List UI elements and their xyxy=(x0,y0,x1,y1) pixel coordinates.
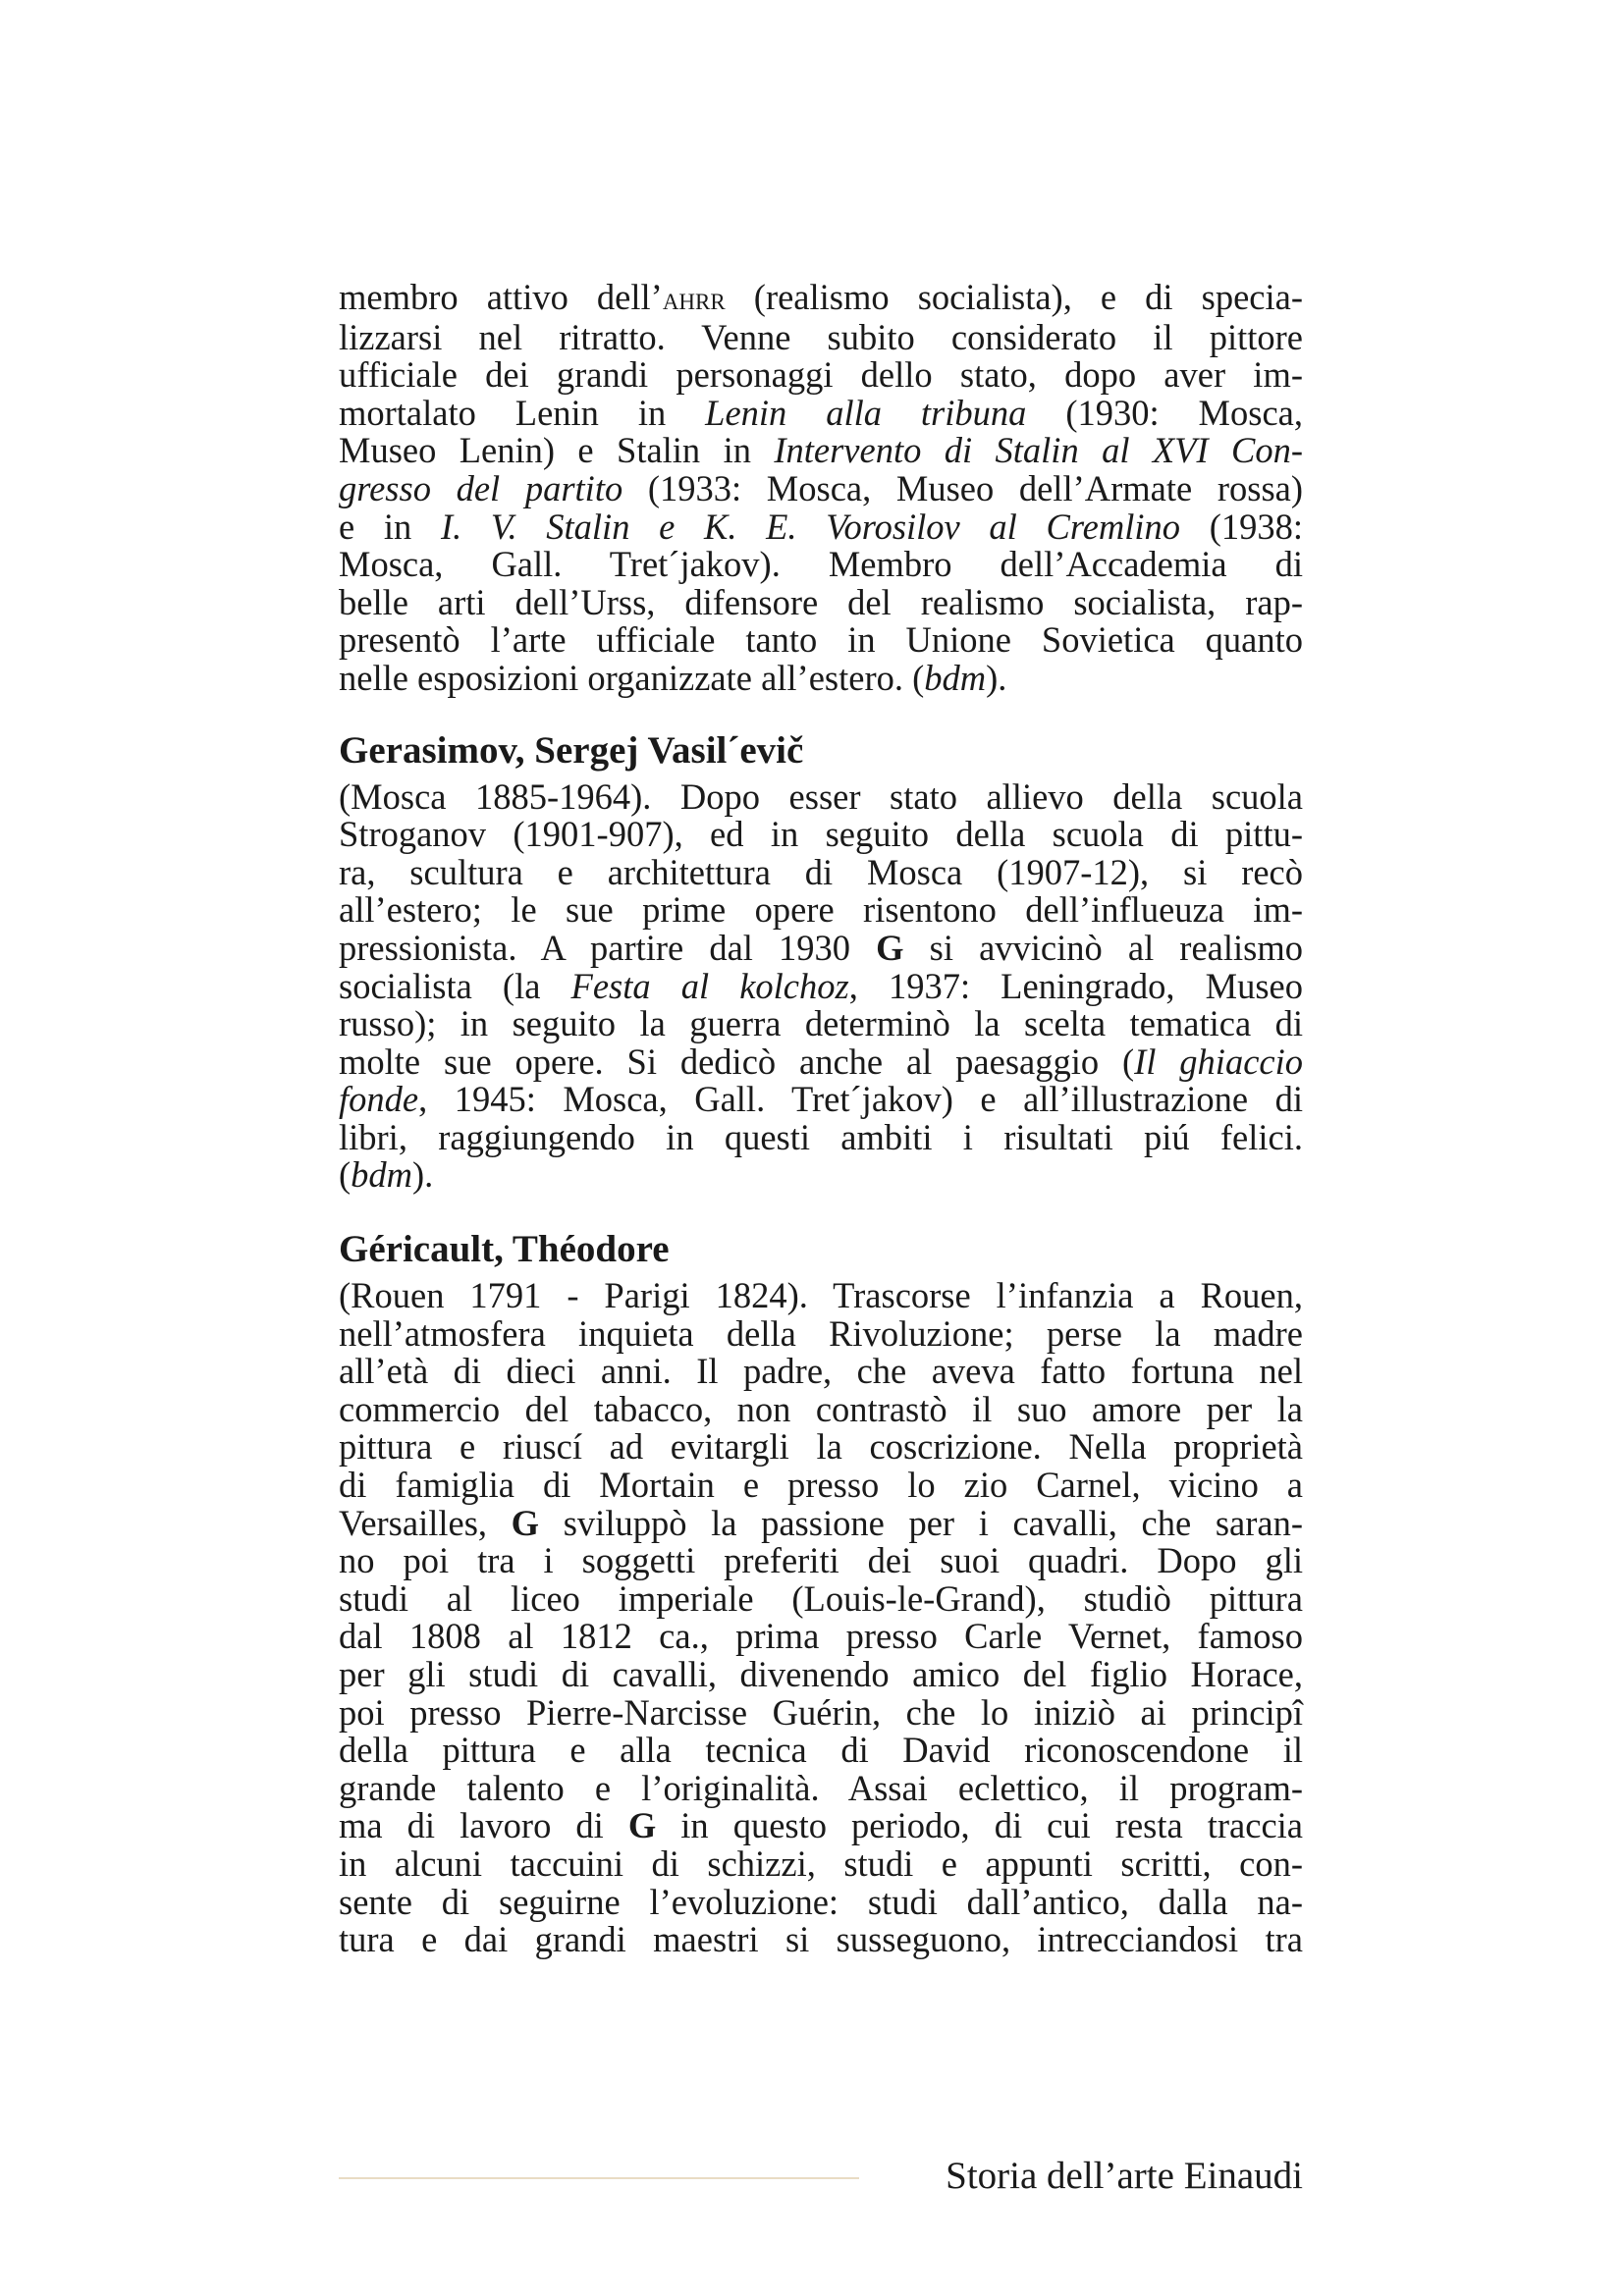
intro-paragraph xyxy=(339,279,1303,698)
subject-abbreviation: G xyxy=(511,1502,540,1543)
text-line: pressionista. A partire dal 1930 G si avvicinò al realismo xyxy=(339,927,1303,968)
text-line: membro attivo dell’ahrr (realismo socialista), e di specia- xyxy=(339,277,1303,317)
text-line: no poi tra i soggetti preferiti dei suoi quadri. Dopo gli xyxy=(339,1540,1303,1581)
text-line: ma di lavoro di G in questo periodo, di cui resta traccia xyxy=(339,1805,1303,1846)
text-line: di famiglia di Mortain e presso lo zio Carnel, vicino a xyxy=(339,1465,1303,1506)
artwork-title: I. V. Stalin e K. E. Vorosilov al Cremlino xyxy=(440,506,1181,547)
artwork-title: fonde xyxy=(339,1079,419,1120)
text-line: gresso del partito (1933: Mosca, Museo dell’Armate rossa) xyxy=(339,467,1304,508)
text-line: (bdm). xyxy=(339,1154,434,1196)
text-line: Mosca, Gall. Tret´jakov). Membro dell’Accademia di xyxy=(339,544,1303,585)
subject-abbreviation: G xyxy=(627,1805,657,1846)
text-line: molte sue opere. Si dedicò anche al paesaggio (Il ghiaccio xyxy=(339,1041,1303,1082)
text-line: mortalato Lenin in Lenin alla tribuna (1930: Mosca, xyxy=(339,392,1303,433)
text-line: all’età di dieci anni. Il padre, che aveva fatto fortuna nel xyxy=(339,1351,1303,1392)
entry-title-gericault: Géricault, Théodore xyxy=(339,1228,670,1271)
subject-abbreviation: G xyxy=(876,927,904,968)
text-line: Stroganov (1901-907), ed in seguito della scuola di pittu- xyxy=(339,814,1303,855)
footer-divider xyxy=(339,2177,859,2179)
acronym: ahrr xyxy=(662,282,726,317)
artwork-title: Lenin alla tribuna xyxy=(705,392,1027,433)
text-line: belle arti dell’Urss, difensore del realismo socialista, rap- xyxy=(339,581,1303,622)
artwork-title: Il ghiaccio xyxy=(1134,1041,1303,1082)
gericault-paragraph xyxy=(339,1277,1303,1959)
page-content xyxy=(339,279,1303,1959)
text-line: tura e dai grandi maestri si susseguono, intrecciandosi tra xyxy=(339,1919,1303,1960)
text-line: commercio del tabacco, non contrastò il suo amore per la xyxy=(339,1388,1303,1429)
gerasimov-paragraph xyxy=(339,775,1304,1196)
text-line: dal 1808 al 1812 ca., prima presso Carle Vernet, famoso xyxy=(339,1616,1303,1657)
text-line: ufficiale dei grandi personaggi dello stato, dopo aver im- xyxy=(339,354,1303,396)
text-line: per gli studi di cavalli, divenendo amico del figlio Horace, xyxy=(339,1654,1303,1694)
entry-title-gerasimov: Gerasimov, Sergej Vasil´evič xyxy=(339,728,804,772)
text-line: fonde, 1945: Mosca, Gall. Tret´jakov) e all’illustrazione di xyxy=(339,1079,1303,1120)
text-line: grande talento e l’originalità. Assai eclettico, il program- xyxy=(339,1767,1303,1808)
text-line: socialista (la Festa al kolchoz, 1937: Leningrado, Museo xyxy=(339,965,1304,1006)
text-line: russo); in seguito la guerra determinò la scelta tematica di xyxy=(339,1003,1303,1044)
text-line: e in I. V. Stalin e K. E. Vorosilov al Cremlino (1938: xyxy=(339,506,1303,547)
text-line: Museo Lenin) e Stalin in Intervento di Stalin al XVI Con- xyxy=(339,430,1303,471)
text-line: Versailles, G sviluppò la passione per i cavalli, che saran- xyxy=(339,1502,1303,1543)
text-line: sente di seguirne l’evoluzione: studi dall’antico, dalla na- xyxy=(339,1881,1303,1922)
text-line: in alcuni taccuini di schizzi, studi e appunti scritti, con- xyxy=(339,1842,1303,1884)
text-line: pittura e riuscí ad evitargli la coscrizione. Nella proprietà xyxy=(339,1426,1303,1468)
text-line: presentò l’arte ufficiale tanto in Unione Sovietica quanto xyxy=(339,619,1303,661)
publication-title: Storia dell’arte Einaudi xyxy=(946,2155,1303,2197)
author-initials: bdm xyxy=(351,1154,413,1196)
text-line: ra, scultura e architettura di Mosca (1907-12), si recò xyxy=(339,851,1303,892)
text-line: della pittura e alla tecnica di David riconoscendone il xyxy=(339,1730,1303,1771)
artwork-title: Festa al kolchoz xyxy=(570,965,849,1006)
text-line: poi presso Pierre-Narcisse Guérin, che lo iniziò ai principî xyxy=(339,1691,1303,1733)
author-initials: bdm xyxy=(924,657,987,698)
text-line: nell’atmosfera inquieta della Rivoluzione; perse la madre xyxy=(339,1312,1303,1354)
text-line: (Rouen 1791 - Parigi 1824). Trascorse l’infanzia a Rouen, xyxy=(339,1275,1303,1316)
page-footer xyxy=(339,2154,1303,2203)
text-line: nelle esposizioni organizzate all’estero. (bdm). xyxy=(339,657,1007,698)
artwork-title: gresso del partito xyxy=(339,467,623,508)
text-line: lizzarsi nel ritratto. Venne subito considerato il pittore xyxy=(339,316,1303,357)
text-line: all’estero; le sue prime opere risentono dell’influeuza im- xyxy=(339,889,1303,931)
text-line: studi al liceo imperiale (Louis-le-Grand), studiò pittura xyxy=(339,1577,1303,1619)
text-line: libri, raggiungendo in questi ambiti i risultati piú felici. xyxy=(339,1116,1303,1157)
artwork-title: Intervento di Stalin al XVI Con- xyxy=(774,430,1303,471)
text-line: (Mosca 1885-1964). Dopo esser stato allievo della scuola xyxy=(339,775,1303,817)
